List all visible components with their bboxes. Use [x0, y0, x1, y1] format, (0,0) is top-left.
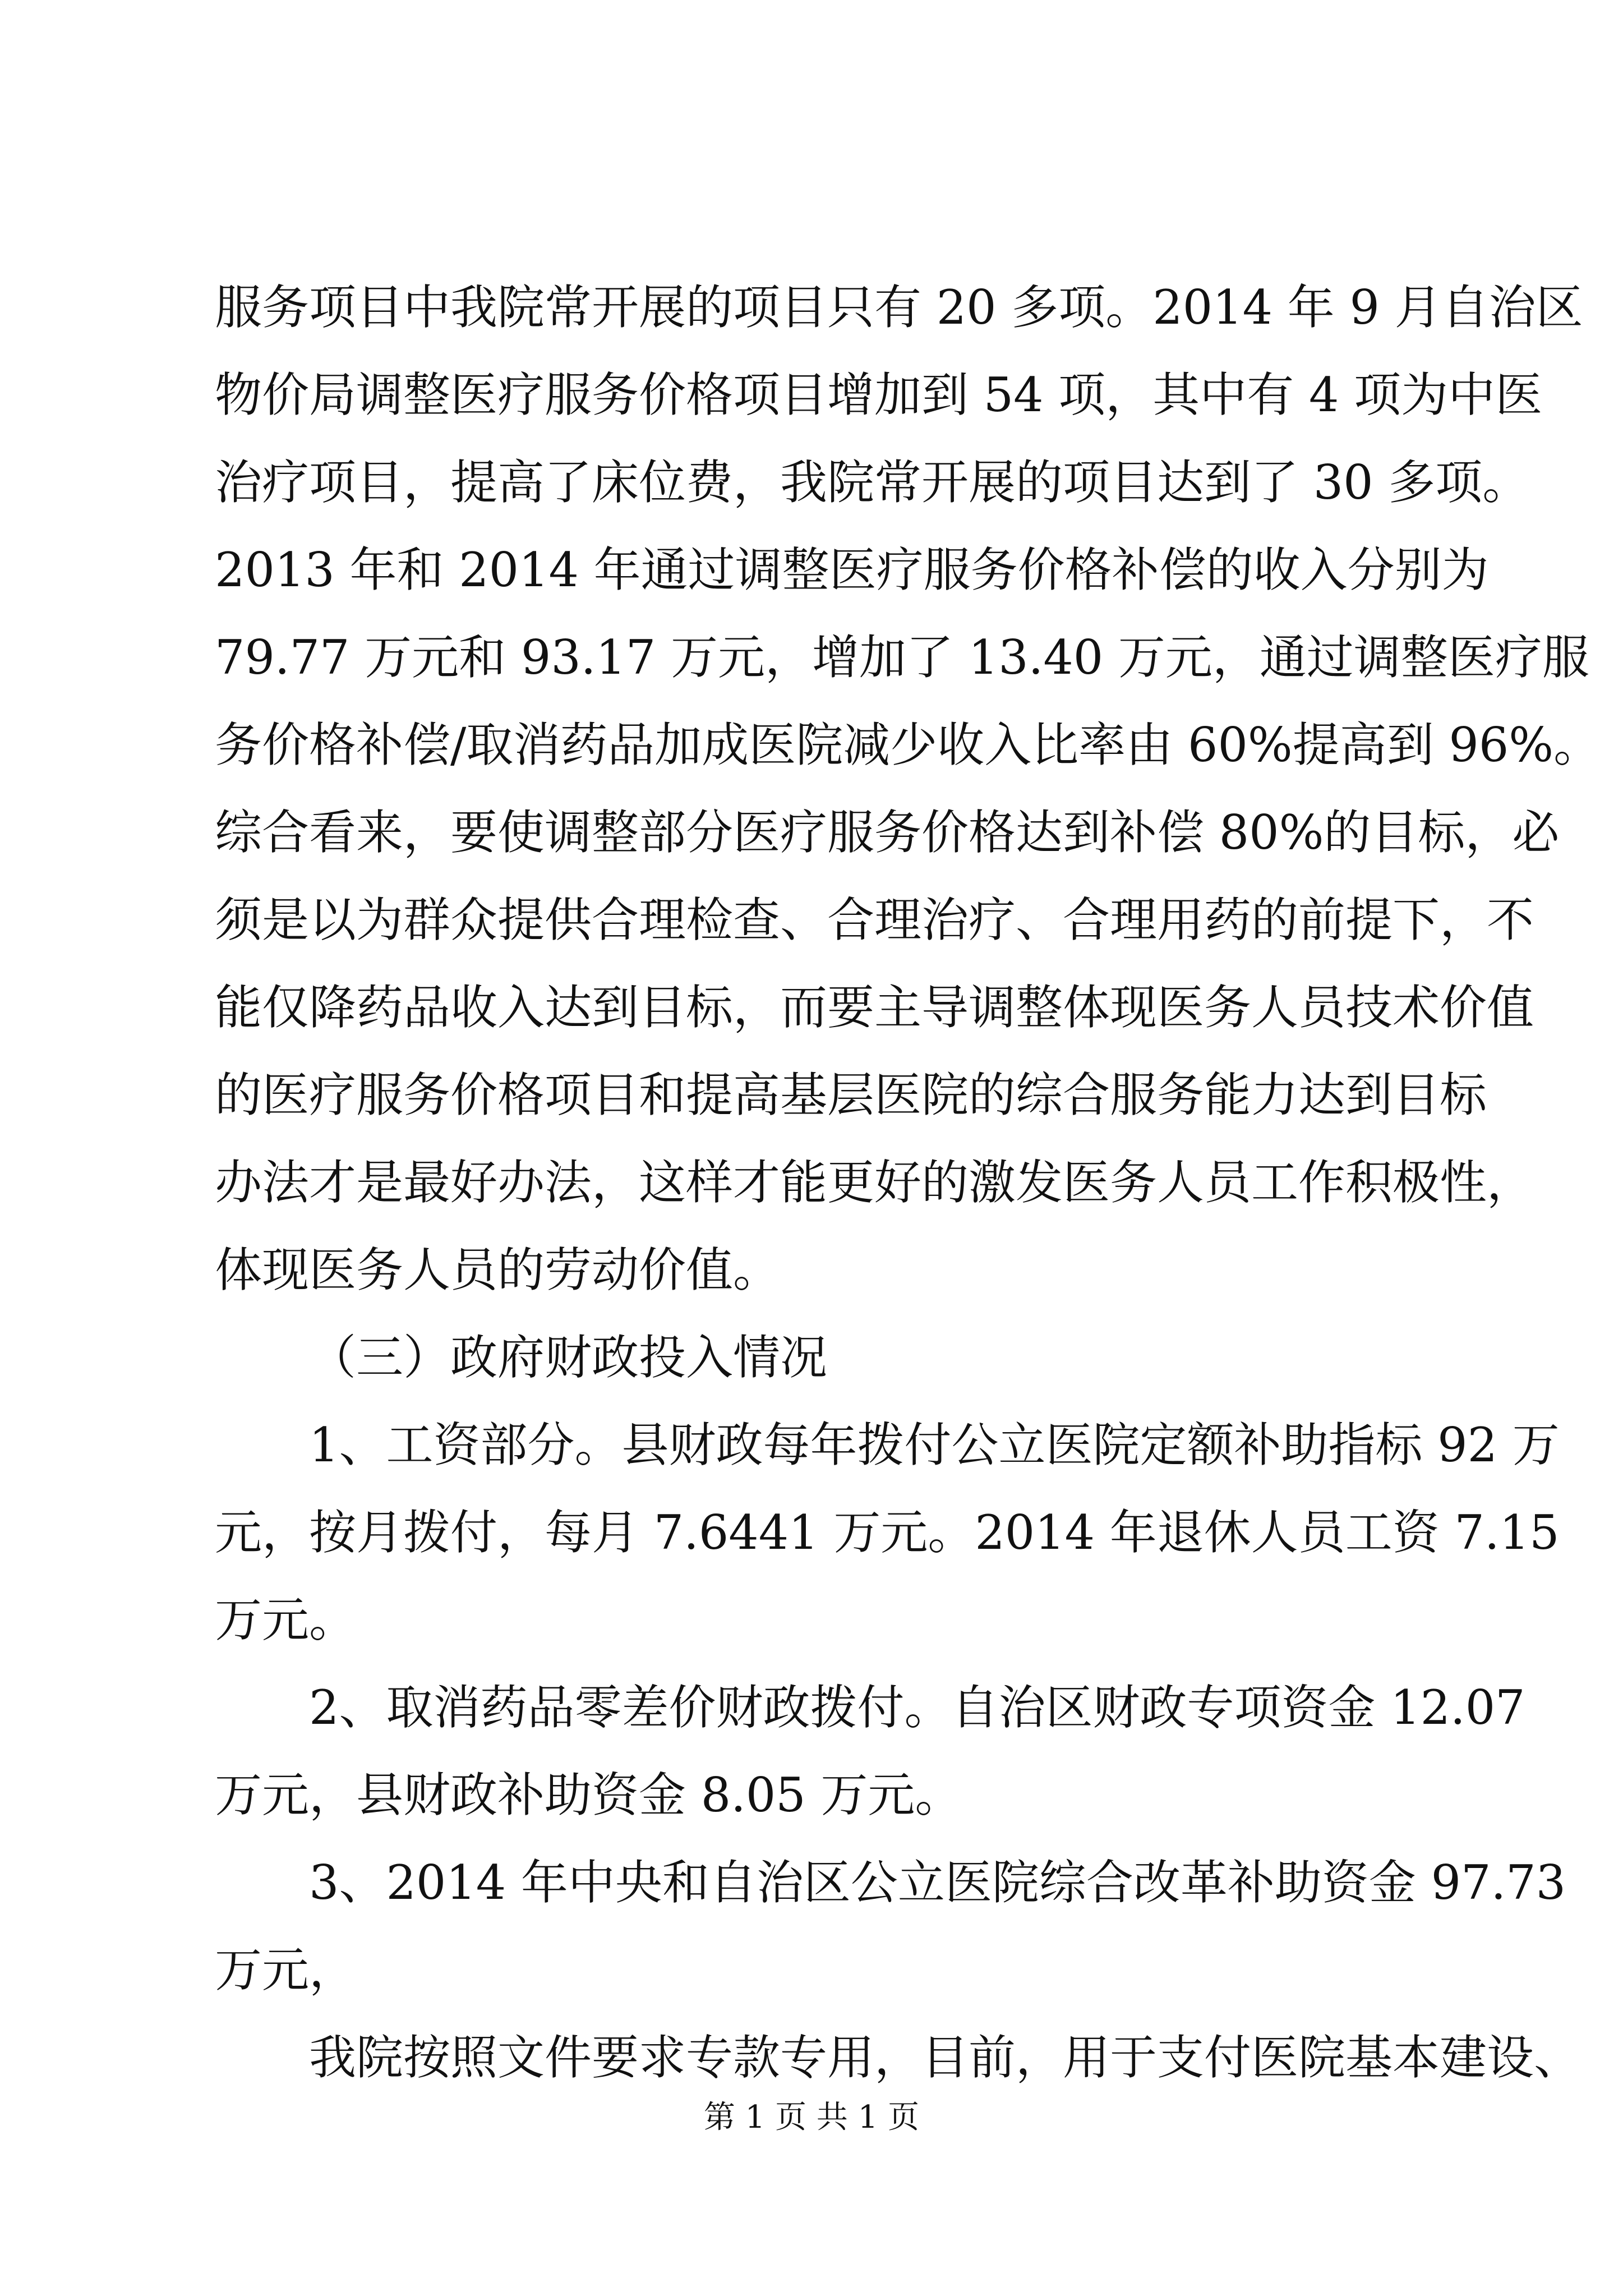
- text-line: 2013 年和 2014 年通过调整医疗服务价格补偿的收入分别为: [215, 542, 1489, 597]
- text-line: 须是以为群众提供合理检查、合理治疗、合理用药的前提下，不: [215, 892, 1534, 947]
- text-line: 务价格补偿/取消药品加成医院减少收入比率由 60%提高到 96%。: [215, 717, 1601, 772]
- text-line: 治疗项目，提高了床位费，我院常开展的项目达到了 30 多项。: [215, 455, 1530, 510]
- text-line: 万元，县财政补助资金 8.05 万元。: [215, 1768, 962, 1823]
- document-body: [215, 264, 1601, 2101]
- text-line: 办法才是最好办法，这样才能更好的激发医务人员工作积极性，: [215, 1155, 1534, 1210]
- text-line: 综合看来，要使调整部分医疗服务价格达到补偿 80%的目标，必: [215, 805, 1560, 860]
- text-line: 1、工资部分。县财政每年拨付公立医院定额补助指标 92 万: [309, 1418, 1560, 1473]
- text-line: 3、2014 年中央和自治区公立医院综合改革补助资金 97.73: [309, 1855, 1566, 1910]
- text-line: 服务项目中我院常开展的项目只有 20 多项。2014 年 9 月自治区: [215, 280, 1583, 335]
- text-line: 2、取消药品零差价财政拨付。自治区财政专项资金 12.07: [309, 1680, 1525, 1735]
- text-line: 万元，: [215, 1943, 357, 1998]
- text-line: 万元。: [215, 1593, 357, 1648]
- section-heading: （三）政府财政投入情况: [309, 1330, 828, 1385]
- text-line: 物价局调整医疗服务价格项目增加到 54 项，其中有 4 项为中医: [215, 367, 1543, 422]
- text-line: 79.77 万元和 93.17 万元，增加了 13.40 万元，通过调整医疗服: [215, 630, 1589, 685]
- text-line: 元，按月拨付，每月 7.6441 万元。2014 年退休人员工资 7.15: [215, 1505, 1560, 1560]
- text-line: 我院按照文件要求专款专用，目前，用于支付医院基本建设、: [309, 2030, 1581, 2085]
- text-line: 能仅降药品收入达到目标，而要主导调整体现医务人员技术价值: [215, 980, 1534, 1035]
- text-line: 体现医务人员的劳动价值。: [215, 1243, 781, 1297]
- page-footer: 第 1 页 共 1 页: [703, 2099, 920, 2136]
- text-line: 的医疗服务价格项目和提高基层医院的综合服务能力达到目标: [215, 1068, 1487, 1122]
